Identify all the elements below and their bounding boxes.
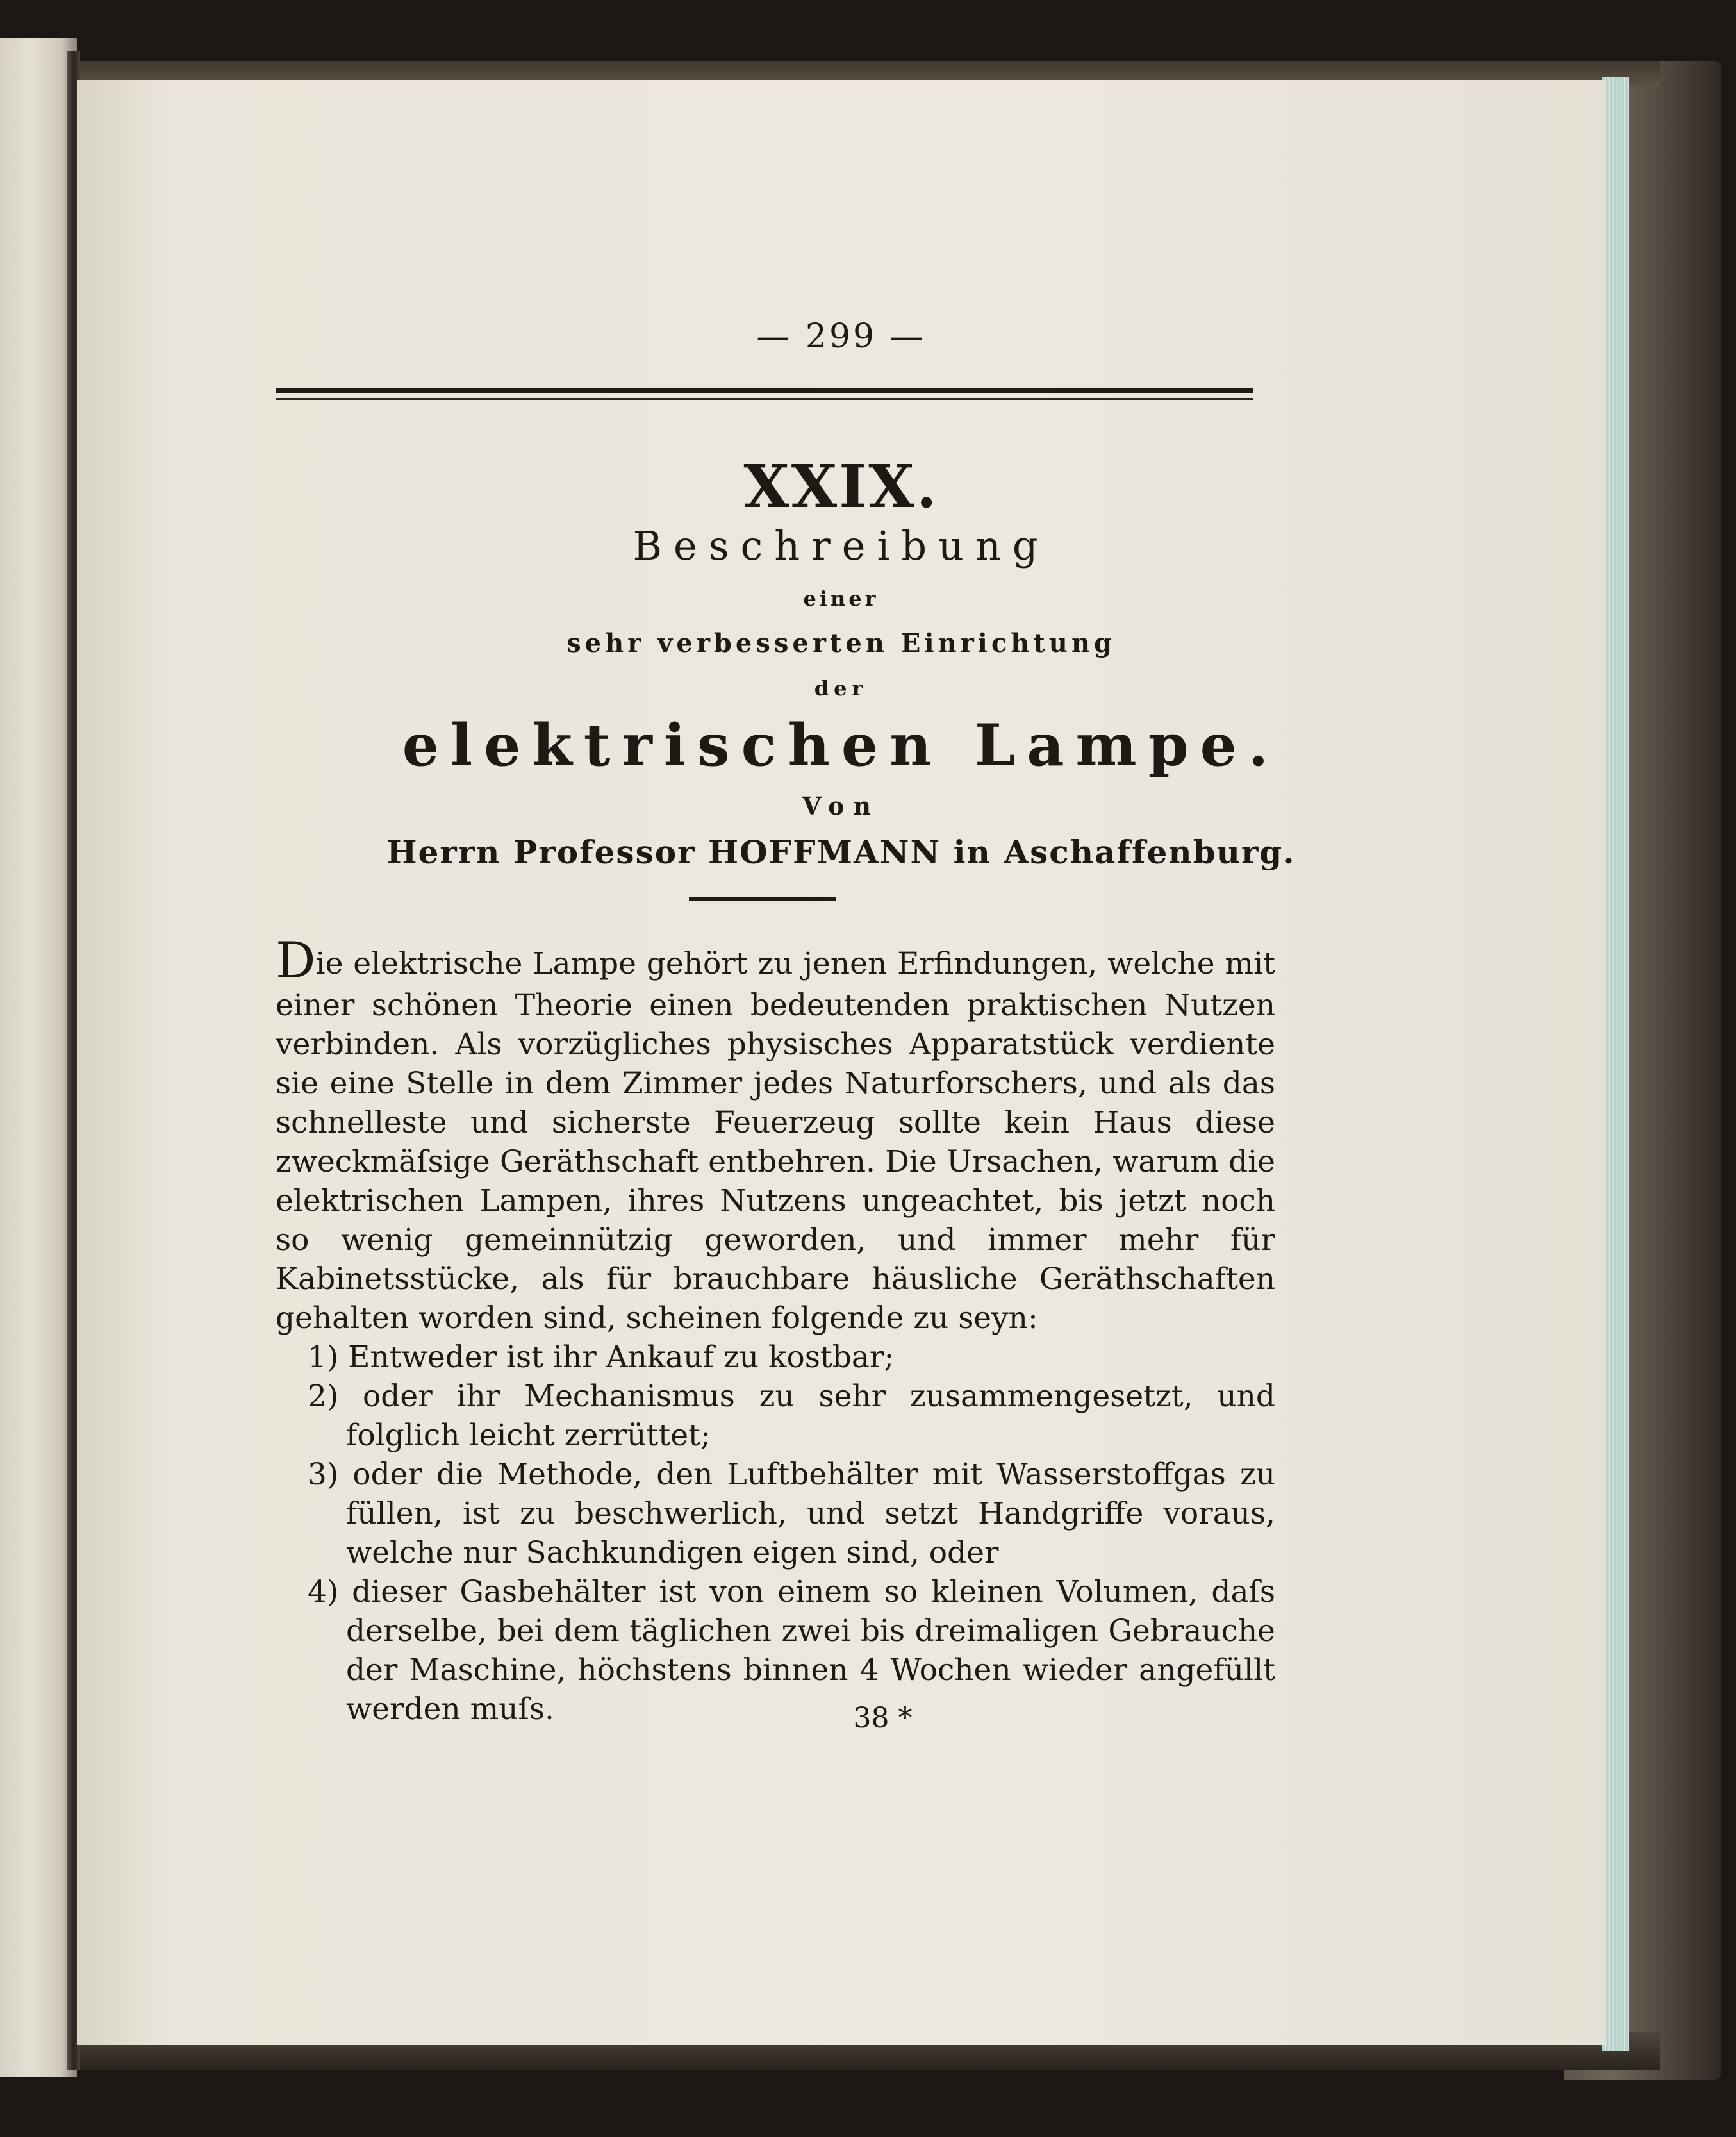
- author-line: [77, 833, 1605, 871]
- title-line-von: Von: [802, 792, 880, 820]
- header-rule-thick: [276, 388, 1253, 393]
- list-item-1: 1) Entweder ist ihr Ankauf zu kostbar;: [308, 1340, 895, 1375]
- book-page: [77, 80, 1605, 2045]
- title-separator-rule: [689, 897, 836, 901]
- list-item-4: 4) dieser Gasbehälter ist von einem so kleinen Volumen, daſs derselbe, bei dem täglichen zwei bis dreimaligen Gebrauche der Maschine, höchstens binnen 4 Wochen wieder angefüllt werden muſs.: [308, 1574, 1275, 1727]
- title-main-lampe: elektrischen Lampe.: [402, 711, 1280, 779]
- title-line-einrichtung: sehr verbesserten Einrichtung: [566, 628, 1116, 658]
- facing-page-edge: [0, 38, 77, 2077]
- chapter-number: XXIX.: [743, 452, 939, 521]
- page-number: — 299 —: [756, 317, 926, 356]
- header-rule-thin: [276, 398, 1253, 400]
- list-item-3: 3) oder die Methode, den Luftbehälter mit Wasserstoffgas zu füllen, ist zu beschwerlich, und setzt Handgriffe voraus, welche nur Sachkundigen eigen sind, oder: [308, 1457, 1275, 1570]
- page-edges: [1602, 77, 1629, 2051]
- title-line-der: der: [814, 676, 868, 701]
- list-item-2: 2) oder ihr Mechanismus zu sehr zusammengesetzt, und folglich leicht zerrüttet;: [308, 1379, 1275, 1453]
- body-text: [276, 932, 1275, 1729]
- drop-cap: D: [276, 932, 316, 990]
- intro-text: ie elektrische Lampe gehört zu jenen Erfindungen, welche mit einer schönen Theorie einen bedeutenden praktischen Nutzen verbinden. Als vorzügliches physisches Apparatstück verdiente sie eine Stelle in dem Zimmer jedes Naturforschers, und als das schnelleste und sicherste Feuerzeug sollte kein Haus diese zweckmäſsige Geräthschaft entbehren. Die Ursachen, warum die elektrischen Lampen, ihres Nutzens ungeachtet, bis jetzt noch so wenig gemeinnützig geworden, und immer mehr für Kabinetsstücke, als für brauchbare häusliche Geräthschaften gehalten worden sind, scheinen folgende zu seyn:: [276, 946, 1275, 1336]
- signature-mark: 38 *: [853, 1702, 913, 1734]
- title-line-einer: einer: [803, 586, 879, 611]
- page-content: [77, 80, 1605, 2045]
- title-line-beschreibung: Beschreibung: [632, 522, 1050, 569]
- intro-paragraph: [276, 932, 1275, 1338]
- author-name: Herrn Professor HOFFMANN in Aschaffenburg.: [386, 833, 1296, 871]
